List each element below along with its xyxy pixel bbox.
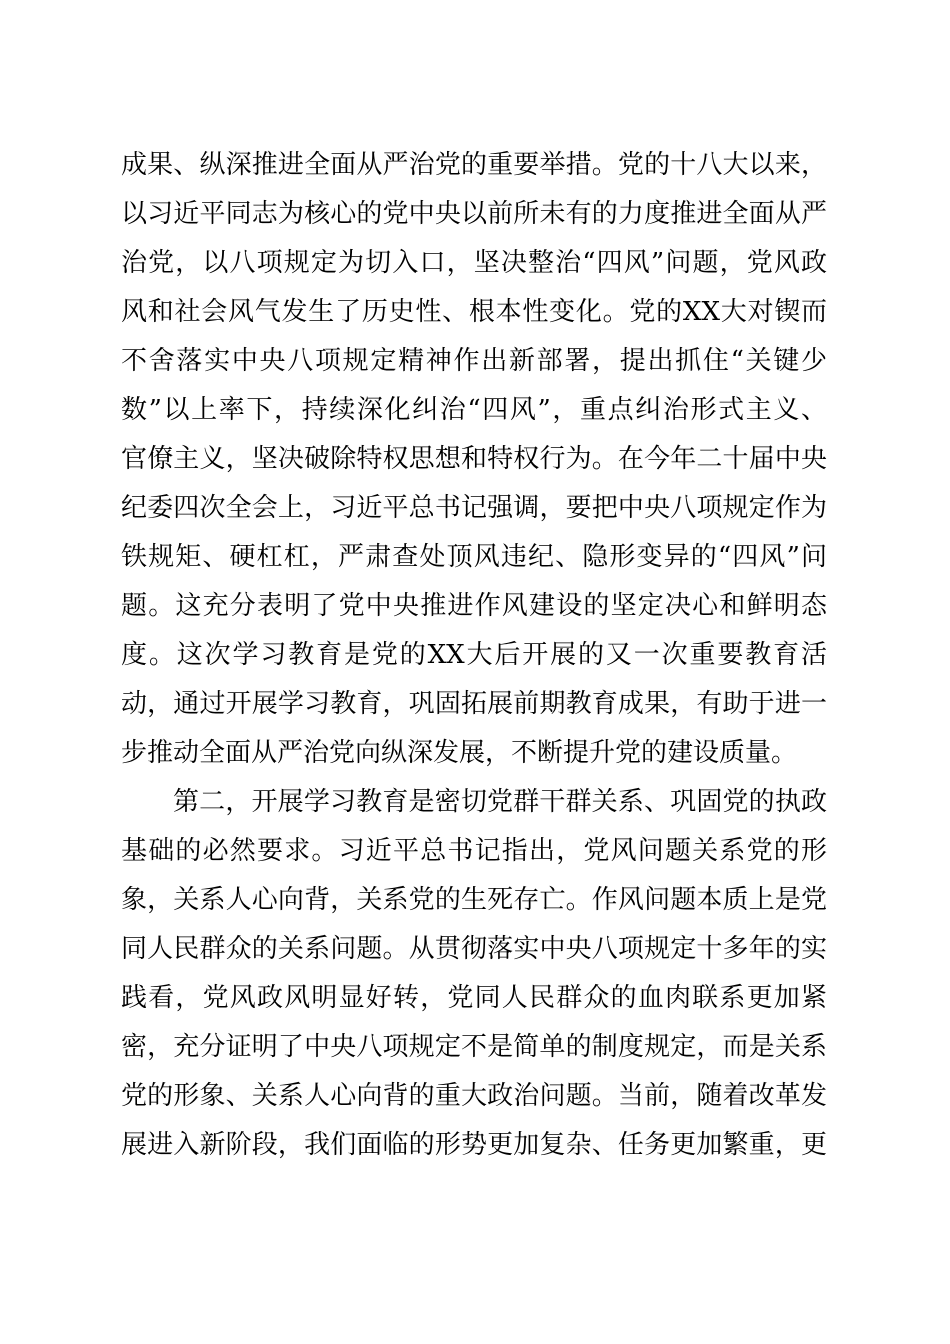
text-line: 不舍落实中央八项规定精神作出新部署，提出抓住“关键少 (121, 346, 827, 376)
text-line: 步推动全面从严治党向纵深发展，不断提升党的建设质量。 (121, 738, 798, 768)
text-line: 成果、纵深推进全面从严治党的重要举措。党的十八大以来， (121, 150, 827, 180)
text-line: 密，充分证明了中央八项规定不是简单的制度规定，而是关系 (121, 1032, 827, 1062)
text-line: 铁规矩、硬杠杠，严肃查处顶风违纪、隐形变异的“四风”问 (121, 542, 827, 572)
text-line: 度。这次学习教育是党的XX大后开展的又一次重要教育活 (121, 640, 827, 670)
text-line: 第二，开展学习教育是密切党群干群关系、巩固党的执政 (173, 787, 827, 817)
text-line: 风和社会风气发生了历史性、根本性变化。党的XX大对锲而 (121, 297, 827, 327)
text-line: 动，通过开展学习教育，巩固拓展前期教育成果，有助于进一 (121, 689, 827, 719)
text-line: 治党，以八项规定为切入口，坚决整治“四风”问题，党风政 (121, 248, 827, 278)
text-line: 展进入新阶段，我们面临的形势更加复杂、任务更加繁重，更 (121, 1130, 827, 1160)
text-line: 数”以上率下，持续深化纠治“四风”，重点纠治形式主义、 (121, 395, 827, 425)
text-line: 党的形象、关系人心向背的重大政治问题。当前，随着改革发 (121, 1081, 827, 1111)
body-text (121, 141, 827, 1170)
text-line: 纪委四次全会上，习近平总书记强调，要把中央八项规定作为 (121, 493, 827, 523)
text-line: 践看，党风政风明显好转，党同人民群众的血肉联系更加紧 (121, 983, 827, 1013)
paragraph-2 (121, 778, 827, 1170)
text-line: 以习近平同志为核心的党中央以前所未有的力度推进全面从严 (121, 199, 827, 229)
text-line: 同人民群众的关系问题。从贯彻落实中央八项规定十多年的实 (121, 934, 827, 964)
text-line: 官僚主义，坚决破除特权思想和特权行为。在今年二十届中央 (121, 444, 827, 474)
text-line: 基础的必然要求。习近平总书记指出，党风问题关系党的形 (121, 836, 827, 866)
text-line: 题。这充分表明了党中央推进作风建设的坚定决心和鲜明态 (121, 591, 827, 621)
text-line: 象，关系人心向背，关系党的生死存亡。作风问题本质上是党 (121, 885, 827, 915)
paragraph-1 (121, 141, 827, 778)
